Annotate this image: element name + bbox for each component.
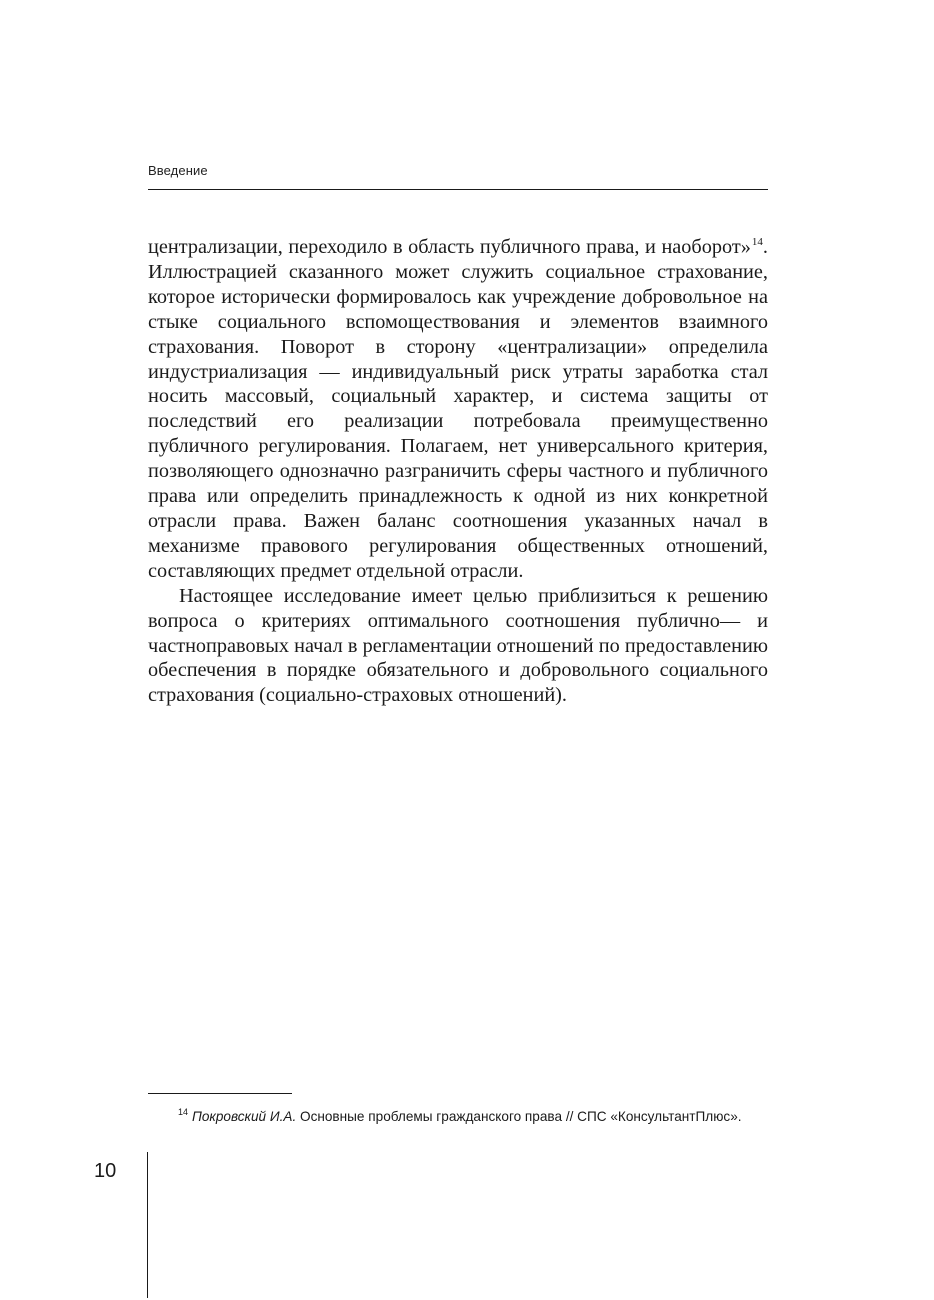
footnote-text: Основные проблемы гражданского права // СПС «КонсультантПлюс».	[296, 1109, 742, 1124]
paragraph-1-rest: . Иллюстрацией сказанного может служить социальное страхование, которое исторически формировалось как учреждение добровольное на стыке социального вспомоществования и элементов взаимного страхования. Поворот в сторону «централизации» определила индустриализация — индивидуальный риск утраты заработка стал носить массовый, социальный характер, и система защиты от последствий его реализации потребовала преимущественно публичного регулирования. Полагаем, нет универсального критерия, позволяющего однозначно разграничить сферы частного и публичного права или определить принадлежность к одной из них конкретной отрасли права. Важен баланс соотношения указанных начал в механизме правового регулирования общественных отношений, составляющих предмет отдельной отрасли.	[148, 236, 768, 582]
paragraph-2: Настоящее исследование имеет целью приблизиться к решению вопроса о критериях оптимального соотношения публично— и частноправовых начал в регламентации отношений по предоставлению обеспечения в порядке обязательного и добровольного социального страхования (социально-страховых отношений).	[148, 584, 768, 707]
paragraph-1	[148, 235, 768, 584]
footnote-divider	[148, 1093, 292, 1094]
footnote	[178, 1108, 788, 1126]
footnote-reference[interactable]: 14	[751, 236, 763, 248]
footnote-number: 14	[178, 1107, 189, 1117]
main-text	[148, 235, 768, 708]
header-divider	[148, 189, 768, 190]
running-head: Введение	[148, 163, 208, 178]
page-number: 10	[94, 1160, 117, 1182]
footnote-author: Покровский И.А.	[192, 1109, 297, 1124]
paragraph-1-start: централизации, переходило в область публичного права, и наоборот»	[148, 236, 751, 258]
page-number-rule	[147, 1152, 148, 1298]
